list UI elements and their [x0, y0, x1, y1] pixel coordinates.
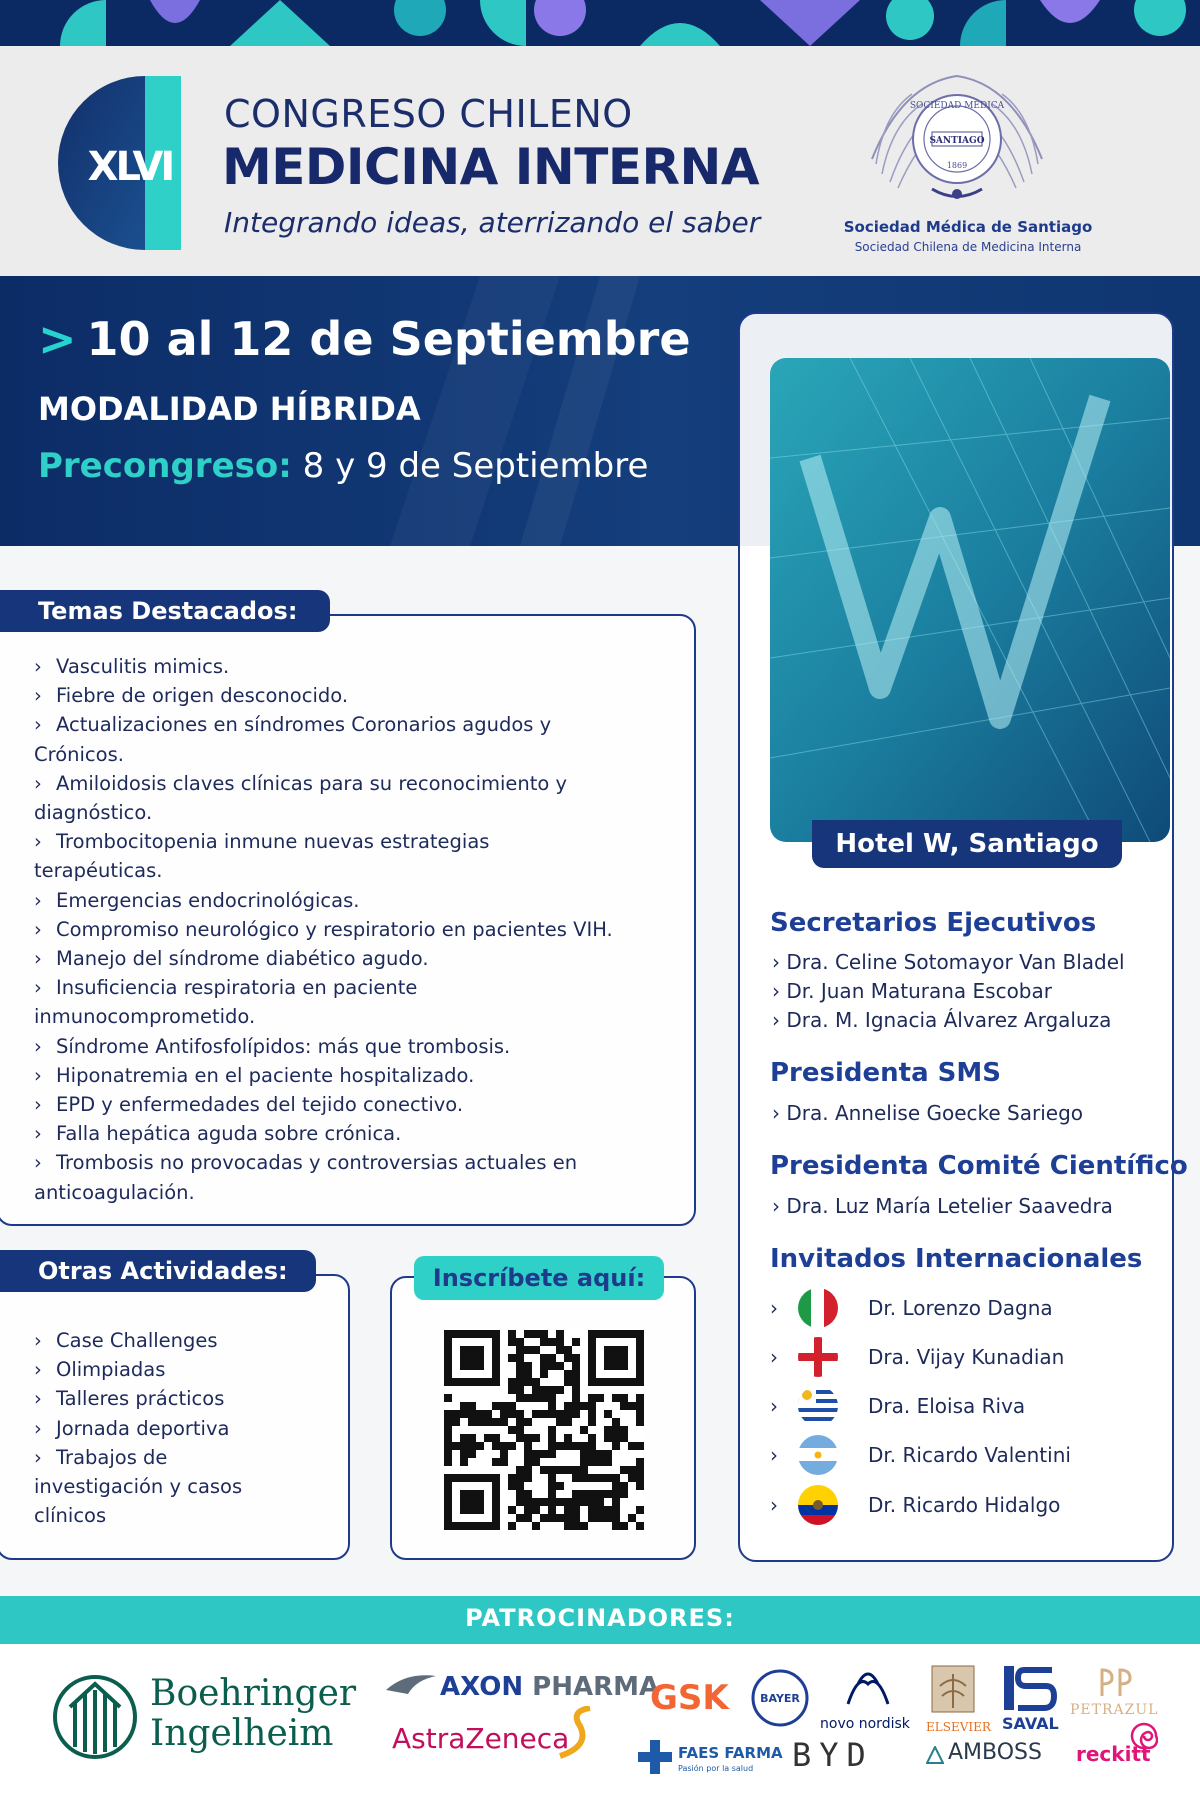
chevron-right-icon: › — [34, 684, 42, 708]
list-item — [34, 973, 417, 1002]
list-item-text: Insuficiencia respiratoria en paciente — [56, 976, 418, 1000]
president-sms-name: › Dra. Annelise Goecke Sariego — [772, 1101, 1084, 1125]
registration-qr-code[interactable] — [444, 1330, 644, 1530]
list-item — [34, 1061, 474, 1090]
list-item-text: Jornada deportiva — [56, 1416, 230, 1440]
amboss-triangle-icon — [926, 1746, 944, 1764]
list-item — [34, 944, 429, 973]
guest-name: Dr. Lorenzo Dagna — [868, 1296, 1053, 1320]
tagline: Integrando ideas, aterrizando el saber — [224, 206, 761, 239]
guest-name: Dra. Eloisa Riva — [868, 1394, 1026, 1418]
hotel-building-image — [770, 358, 1170, 842]
precongress-line — [38, 446, 648, 486]
sponsors-heading: PATROCINADORES: — [465, 1604, 735, 1632]
list-item — [34, 1326, 218, 1355]
guests-heading: Invitados Internacionales — [770, 1244, 1143, 1274]
amboss-logo: AMBOSS — [948, 1740, 1042, 1765]
list-item — [34, 1501, 106, 1530]
list-item-text: Trombocitopenia inmune nuevas estrategias — [56, 830, 490, 854]
list-item — [34, 1119, 401, 1148]
list-item-text: clínicos — [34, 1504, 107, 1528]
title-line-1: CONGRESO CHILENO — [224, 92, 633, 136]
chevron-right-icon: › — [34, 655, 42, 678]
list-item-text: diagnóstico. — [34, 801, 153, 824]
list-item — [34, 1148, 577, 1177]
list-item — [34, 827, 489, 856]
congress-dates-text: 10 al 12 de Septiembre — [86, 312, 691, 366]
edition-label: XLVI — [87, 144, 173, 190]
seal-top-text: SOCIEDAD MÉDICA — [909, 101, 1005, 111]
list-item-text: Case Challenges — [56, 1329, 218, 1352]
elsevier-tree-icon — [928, 1664, 978, 1718]
reckitt-logo: reckitt — [1076, 1742, 1151, 1766]
list-item-text: Vasculitis mimics. — [56, 655, 230, 678]
chevron-right-icon: › — [34, 1063, 42, 1087]
list-item-text: Actualizaciones en síndromes Coronarios agudos y — [56, 713, 552, 737]
chevron-right-icon: › — [34, 947, 42, 970]
chevron-right-icon: > — [38, 312, 77, 366]
society-subtitle: Sociedad Chilena de Medicina Interna — [854, 240, 1082, 254]
title-line-2: MEDICINA INTERNA — [222, 138, 760, 196]
novo-nordisk-logo: novo nordisk — [820, 1716, 910, 1732]
chevron-right-icon: › — [34, 830, 42, 854]
topics-box — [0, 597, 696, 1226]
guest-row: › Dr. Ricardo Valentini — [770, 1435, 1071, 1475]
england-flag-icon — [798, 1337, 838, 1377]
guest-name: Dra. Vijay Kunadian — [868, 1345, 1065, 1369]
gsk-logo: GSK — [650, 1678, 729, 1718]
list-item-text: Falla hepática aguda sobre crónica. — [56, 1122, 402, 1146]
list-item — [34, 915, 613, 944]
faes-cross-icon — [638, 1740, 672, 1774]
list-item-text: inmunocomprometido. — [34, 1005, 256, 1029]
list-item-text: Trombosis no provocadas y controversias actuales en — [56, 1151, 578, 1175]
chevron-right-icon: › — [34, 1358, 42, 1382]
register-label: Inscríbete aquí: — [414, 1256, 664, 1300]
argentina-flag-icon — [798, 1435, 838, 1475]
list-item — [34, 1178, 195, 1207]
chevron-right-icon: › — [34, 1387, 42, 1411]
list-item — [34, 856, 162, 885]
president-committee-name: › Dra. Luz María Letelier Saavedra — [772, 1194, 1113, 1218]
chevron-right-icon: › — [34, 713, 42, 737]
elsevier-logo: ELSEVIER — [926, 1720, 991, 1734]
list-item-text: investigación y casos — [34, 1475, 243, 1498]
ecuador-flag-icon — [798, 1485, 838, 1525]
list-item — [34, 1443, 167, 1472]
chevron-right-icon: › — [34, 1416, 42, 1440]
chevron-right-icon: › — [34, 888, 42, 912]
list-item-text: Compromiso neurológico y respiratorio en pacientes VIH. — [56, 917, 613, 941]
boehringer-logo: Boehringer Ingelheim — [150, 1673, 357, 1754]
list-item — [34, 1384, 224, 1413]
seal-year-text: 1869 — [946, 161, 968, 170]
list-item — [34, 1002, 255, 1031]
list-item-text: Síndrome Antifosfolípidos: más que trombosis. — [56, 1034, 511, 1058]
chevron-right-icon: › — [34, 1445, 42, 1469]
italy-flag-icon — [798, 1288, 838, 1328]
venue-badge: Hotel W, Santiago — [812, 820, 1122, 868]
president-committee-heading: Presidenta Comité Científico — [770, 1151, 1188, 1181]
list-item — [34, 1032, 510, 1061]
chevron-right-icon: › — [34, 1093, 42, 1116]
list-item-text: Fiebre de origen desconocido. — [56, 684, 349, 708]
faes-farma-logo: FAES FARMA — [678, 1744, 783, 1762]
congress-dates — [38, 312, 691, 366]
guest-row: › Dr. Lorenzo Dagna — [770, 1288, 1053, 1328]
list-item — [34, 1355, 165, 1384]
list-item-text: Talleres prácticos — [56, 1387, 225, 1411]
list-item — [34, 710, 551, 739]
secretaries-heading: Secretarios Ejecutivos — [770, 908, 1097, 938]
seal-mid-text: SANTIAGO — [929, 136, 985, 146]
secretary-2: › Dr. Juan Maturana Escobar — [772, 979, 1052, 1003]
president-sms-heading: Presidenta SMS — [770, 1058, 1002, 1088]
reckitt-swirl-icon — [1130, 1722, 1158, 1750]
precongress-label: Precongreso: — [38, 446, 292, 486]
society-name: Sociedad Médica de Santiago — [843, 218, 1093, 236]
list-item-text: Crónicos. — [34, 742, 124, 766]
list-item — [34, 1090, 463, 1119]
secretary-3: › Dra. M. Ignacia Álvarez Argaluza — [772, 1008, 1112, 1032]
chevron-right-icon: › — [34, 1151, 42, 1175]
chevron-right-icon: › — [34, 771, 42, 795]
faes-farma-tagline: Pasión por la salud — [678, 1764, 754, 1773]
activities-box — [0, 1257, 350, 1560]
list-item-text: Olimpiadas — [56, 1358, 166, 1382]
byd-logo: BYD — [792, 1736, 874, 1774]
chevron-right-icon: › — [34, 1034, 42, 1058]
bayer-logo-icon — [750, 1668, 810, 1728]
topics-heading: Temas Destacados: — [0, 590, 330, 632]
guest-name: Dr. Ricardo Hidalgo — [868, 1493, 1061, 1517]
society-seal-logo — [862, 64, 1052, 214]
guest-name: Dr. Ricardo Valentini — [868, 1443, 1071, 1467]
activities-heading: Otras Actividades: — [0, 1250, 316, 1292]
hotel-photo — [770, 358, 1170, 842]
astrazeneca-swirl-icon — [550, 1706, 600, 1760]
list-item-text: Hiponatremia en el paciente hospitalizado. — [56, 1063, 475, 1087]
list-item-text: Trabajos de — [56, 1445, 168, 1469]
uruguay-flag-icon — [798, 1386, 838, 1426]
astrazeneca-logo: AstraZeneca — [392, 1722, 570, 1755]
list-item — [34, 740, 124, 769]
chevron-right-icon: › — [34, 1122, 42, 1146]
precongress-dates: 8 y 9 de Septiembre — [291, 446, 649, 486]
decorative-pattern — [0, 0, 1200, 46]
boehringer-logo-icon — [50, 1672, 140, 1762]
saval-logo-icon — [1002, 1664, 1058, 1712]
list-item — [34, 798, 152, 827]
list-item-text: anticoagulación. — [34, 1180, 195, 1204]
chevron-right-icon: › — [34, 917, 42, 941]
modality: MODALIDAD HÍBRIDA — [38, 390, 421, 428]
svg-text:BAYER: BAYER — [760, 1692, 800, 1705]
novo-bull-icon — [838, 1664, 898, 1716]
list-item — [34, 1472, 242, 1501]
axon-bird-icon — [386, 1672, 436, 1696]
list-item-text: Amiloidosis claves clínicas para su reconocimiento y — [56, 771, 568, 795]
list-item — [34, 652, 229, 681]
list-item-text: Manejo del síndrome diabético agudo. — [56, 947, 429, 970]
petrazul-logo: PETRAZUL — [1070, 1702, 1159, 1718]
chevron-right-icon: › — [34, 976, 42, 1000]
guest-row: › Dra. Eloisa Riva — [770, 1386, 1025, 1426]
list-item-text: EPD y enfermedades del tejido conectivo. — [56, 1093, 464, 1116]
header — [0, 46, 1200, 276]
guest-row: › Dr. Ricardo Hidalgo — [770, 1485, 1060, 1525]
list-item-text: terapéuticas. — [34, 859, 163, 883]
guest-row: › Dra. Vijay Kunadian — [770, 1337, 1064, 1377]
axon-pharma-logo: AXON PHARMA — [440, 1672, 660, 1702]
chevron-right-icon: › — [34, 1329, 42, 1352]
list-item — [34, 886, 359, 915]
list-item — [34, 1414, 229, 1443]
secretary-1: › Dra. Celine Sotomayor Van Bladel — [772, 950, 1125, 974]
list-item — [34, 681, 348, 710]
saval-logo: SAVAL — [1002, 1714, 1059, 1733]
list-item-text: Emergencias endocrinológicas. — [56, 888, 360, 912]
top-decorative-strip — [0, 0, 1200, 46]
petrazul-icon — [1098, 1666, 1138, 1700]
list-item — [34, 769, 567, 798]
